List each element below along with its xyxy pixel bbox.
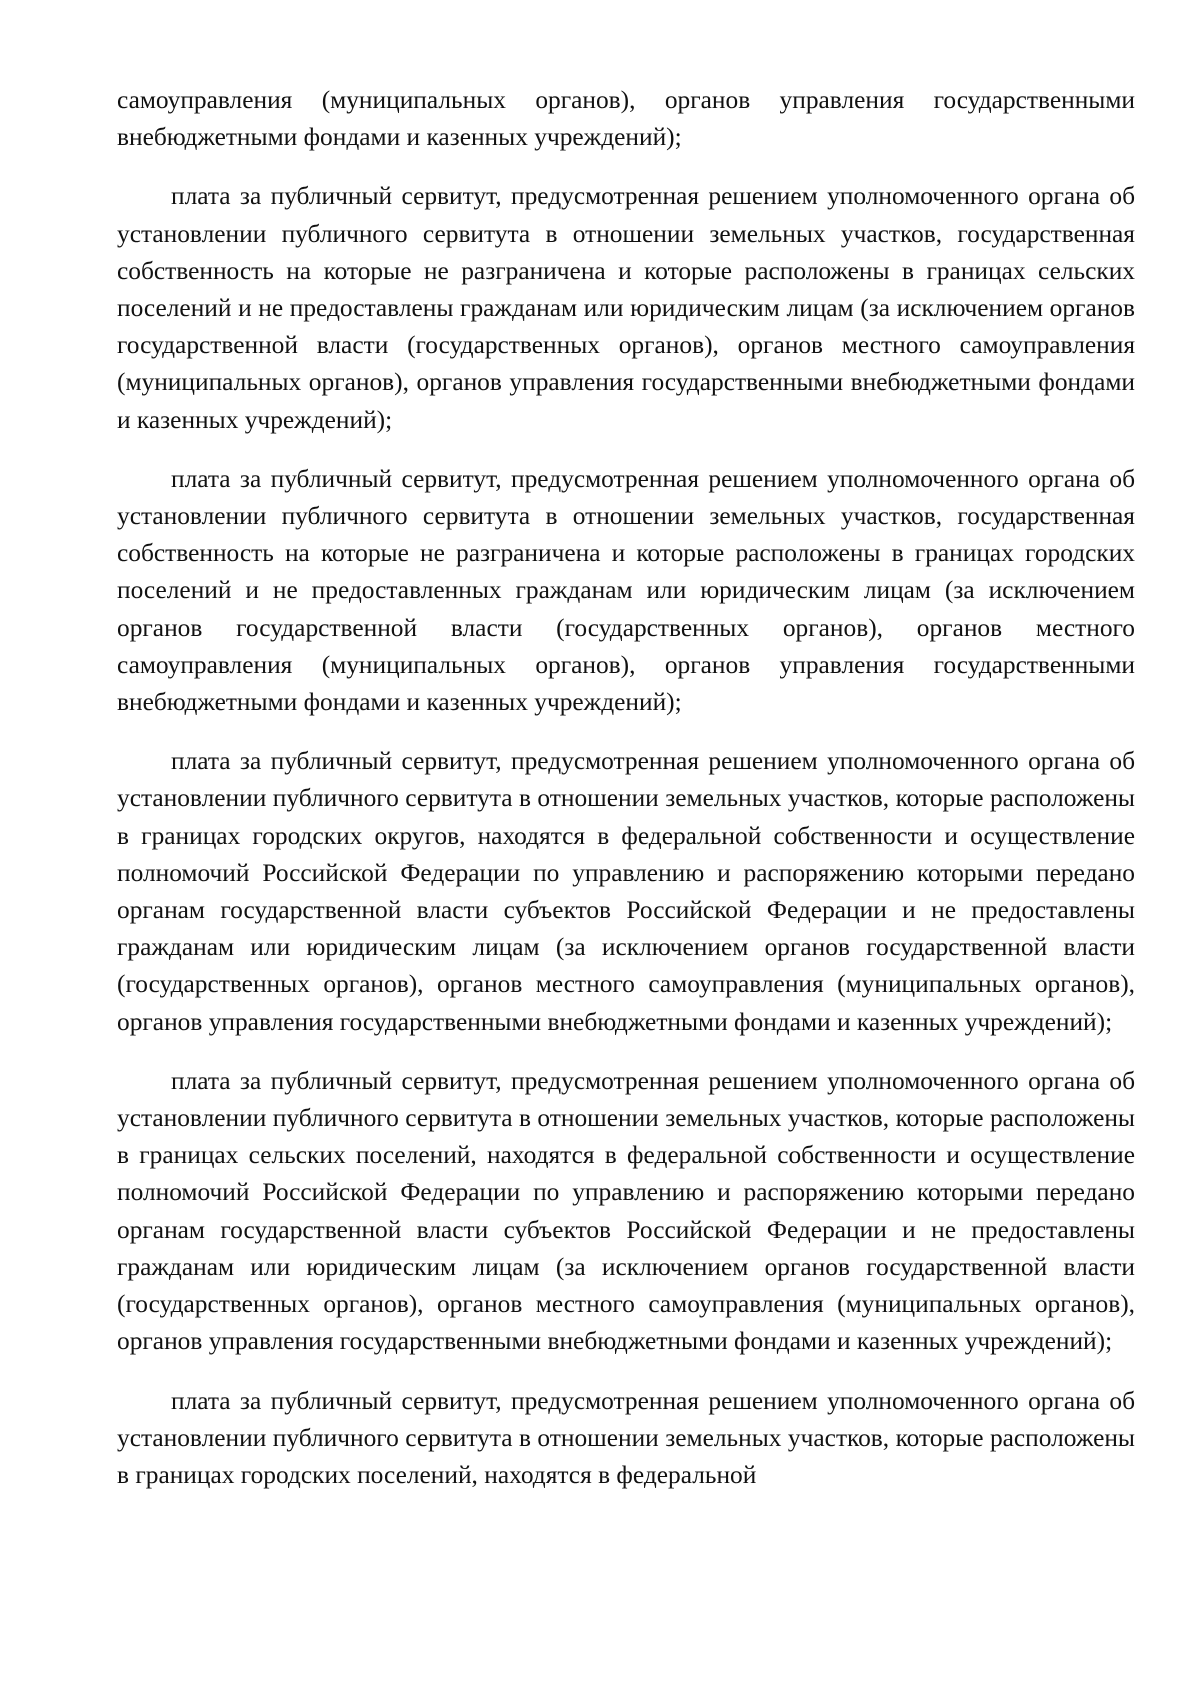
paragraph: плата за публичный сервитут, предусмотренная решением уполномоченного органа об установлении публичного сервитута в отношении земельных участков, которые расположены в границах городских поселений, находятся в федеральной [117, 1386, 1135, 1489]
paragraph: плата за публичный сервитут, предусмотренная решением уполномоченного органа об установлении публичного сервитута в отношении земельных участков, государственная собственность на которые не разграничена и которые расположены в границах городских поселений и не предоставленных гражданам или юридическим лицам (за исключением органов государственной власти (государственных органов), органов местного самоуправления (муниципальных органов), органов управления государственными внебюджетными фондами и казенных учреждений); [117, 464, 1135, 717]
paragraph: плата за публичный сервитут, предусмотренная решением уполномоченного органа об установлении публичного сервитута в отношении земельных участков, государственная собственность на которые не разграничена и которые расположены в границах сельских поселений и не предоставлены гражданам или юридическим лицам (за исключением органов государственной власти (государственных органов), органов местного самоуправления (муниципальных органов), органов управления государственными внебюджетными фондами и казенных учреждений); [117, 182, 1135, 434]
document-body [117, 82, 1135, 1516]
paragraph-continuation: самоуправления (муниципальных органов), органов управления государственными внебюджетными фондами и казенных учреждений); [117, 86, 1135, 152]
paragraph: плата за публичный сервитут, предусмотренная решением уполномоченного органа об установлении публичного сервитута в отношении земельных участков, которые расположены в границах городских округов, находятся в федеральной собственности и осуществление полномочий Российской Федерации по управлению и распоряжению которыми передано органам государственной власти субъектов Российской Федерации и не предоставлены гражданам или юридическим лицам (за исключением органов государственной власти (государственных органов), органов местного самоуправления (муниципальных органов), органов управления государственными внебюджетными фондами и казенных учреждений); [117, 747, 1135, 1036]
paragraph: плата за публичный сервитут, предусмотренная решением уполномоченного органа об установлении публичного сервитута в отношении земельных участков, которые расположены в границах сельских поселений, находятся в федеральной собственности и осуществление полномочий Российской Федерации по управлению и распоряжению которыми передано органам государственной власти субъектов Российской Федерации и не предоставлены гражданам или юридическим лицам (за исключением органов государственной власти (государственных органов), органов местного самоуправления (муниципальных органов), органов управления государственными внебюджетными фондами и казенных учреждений); [117, 1066, 1135, 1356]
